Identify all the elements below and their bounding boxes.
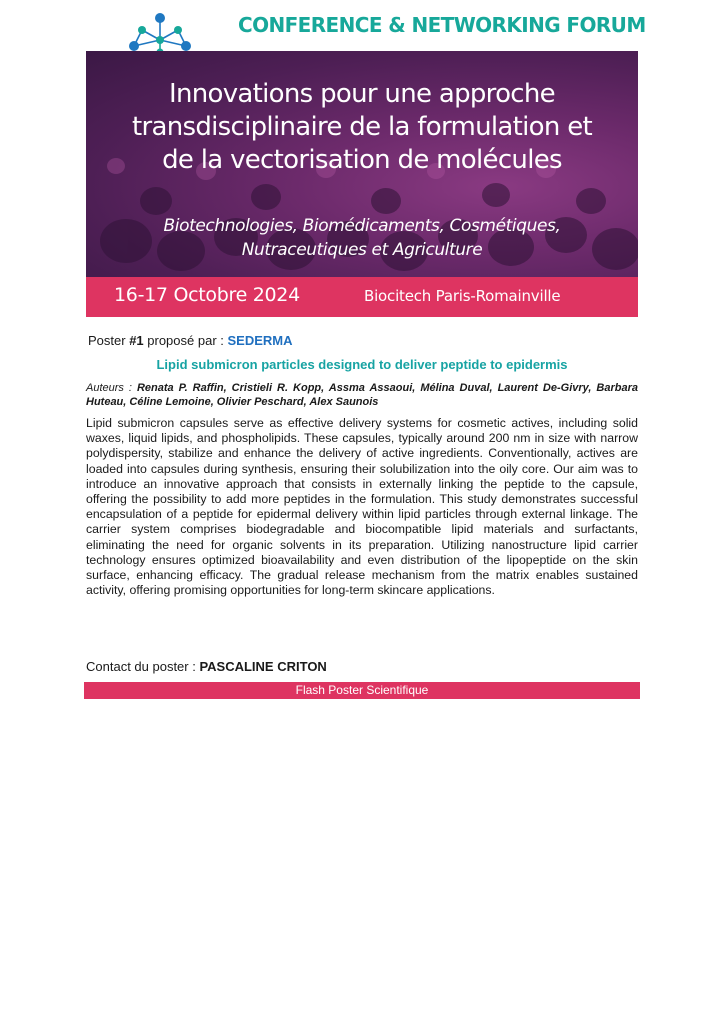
banner-title bbox=[86, 78, 638, 177]
authors-block bbox=[86, 381, 638, 409]
poster-label: Poster bbox=[88, 333, 130, 348]
flash-poster-label: Flash Poster Scientifique bbox=[84, 682, 640, 699]
poster-contact bbox=[86, 659, 327, 674]
authors-list: Renata P. Raffin, Cristieli R. Kopp, Assma Assaoui, Mélina Duval, Laurent De-Givry, Barbara Huteau, Céline Lemoine, Olivier Peschard, Alex Saunois bbox=[86, 382, 639, 408]
contact-name: PASCALINE CRITON bbox=[199, 659, 327, 674]
banner-title-line: Innovations pour une approche bbox=[169, 79, 555, 109]
event-banner bbox=[86, 51, 638, 277]
poster-organization: SEDERMA bbox=[227, 333, 293, 348]
poster-header bbox=[88, 333, 293, 348]
forum-title: CONFERENCE & NETWORKING FORUM bbox=[238, 13, 646, 37]
contact-label: Contact du poster : bbox=[86, 659, 200, 674]
poster-number: #1 bbox=[129, 333, 144, 348]
event-date-bar bbox=[86, 277, 638, 317]
poster-abstract: Lipid submicron capsules serve as effective delivery systems for cosmetic actives, including solid waxes, liquid lipids, and phospholipids. These capsules, typically around 200 nm in size with narrow polydispersity, stabilize and enhance the delivery of active ingredients. Conventionally, actives are loaded into capsules during synthesis, ensuring their solubilization into the oily core. Our aim was to introduce an innovative approach that consists in externally linking the peptide to the capsule, offering the possibility to add more peptides in the formulation. This study demonstrates successful encapsulation of a peptide for epidermal delivery within lipid particles through external linkage. The carrier system comprises biodegradable and biocompatible lipid materials and surfactants, eliminating the need for organic solvents in its preparation. Utilizing nanostructure lipid carrier technology ensures optimized bioavailability and even distribution of the lipopeptide on the skin surface, enhancing efficacy. The gradual release mechanism from the matrix enables sustained activity, offering promising opportunities for long-term skincare applications. bbox=[86, 416, 638, 598]
event-dates: 16-17 Octobre 2024 bbox=[114, 284, 300, 306]
event-venue: Biocitech Paris-Romainville bbox=[364, 287, 561, 305]
banner-title-line: transdisciplinaire de la formulation et bbox=[132, 112, 592, 142]
poster-title: Lipid submicron particles designed to deliver peptide to epidermis bbox=[156, 357, 568, 372]
banner-subtitle-line: Biotechnologies, Biomédicaments, Cosmétiques, bbox=[163, 216, 561, 236]
banner-subtitle-line: Nutraceutiques et Agriculture bbox=[241, 240, 483, 260]
authors-label: Auteurs : bbox=[86, 382, 137, 394]
banner-subtitle bbox=[86, 214, 638, 262]
proposed-by-label: proposé par : bbox=[143, 333, 228, 348]
banner-title-line: de la vectorisation de molécules bbox=[162, 145, 562, 175]
